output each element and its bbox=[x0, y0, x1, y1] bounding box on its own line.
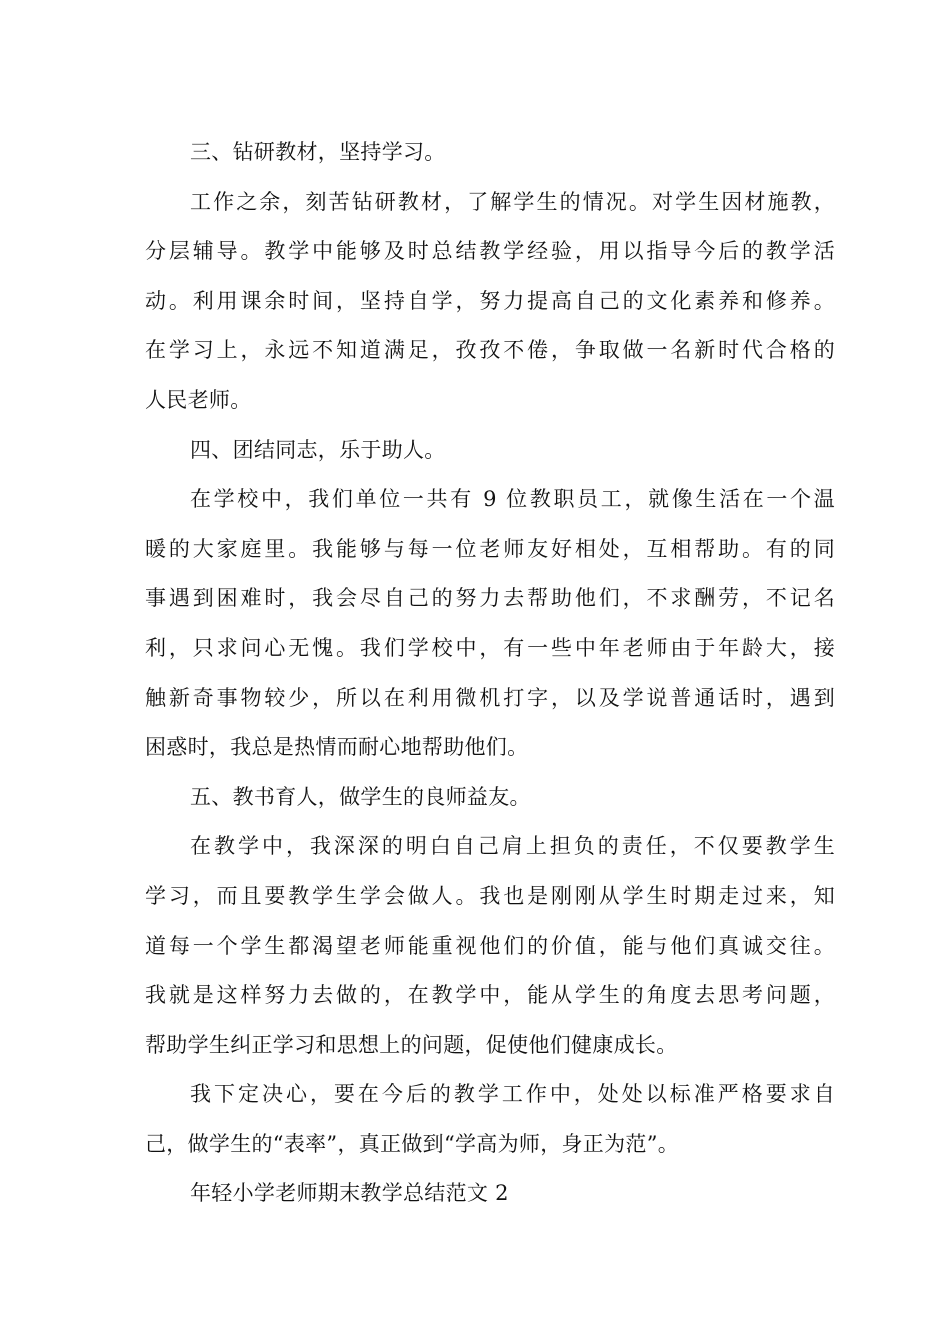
paragraph-line: 在学校中，我们单位一共有 9 位教职员工，就像生活在一个温 bbox=[190, 487, 835, 512]
paragraph-line: 事遇到困难时，我会尽自己的努力去帮助他们，不求酬劳，不记名 bbox=[145, 586, 835, 611]
paragraph-line: 触新奇事物较少，所以在利用微机打字，以及学说普通话时，遇到 bbox=[145, 685, 835, 710]
next-article-title: 年轻小学老师期末教学总结范文 2 bbox=[190, 1181, 509, 1206]
section-heading-3: 三、钻研教材，坚持学习。 bbox=[190, 140, 446, 164]
paragraph-line: 在学习上，永远不知道满足，孜孜不倦，争取做一名新时代合格的 bbox=[145, 338, 835, 363]
paragraph-line: 帮助学生纠正学习和思想上的问题，促使他们健康成长。 bbox=[145, 1032, 678, 1057]
paragraph-line: 道每一个学生都渴望老师能重视他们的价值，能与他们真诚交往。 bbox=[145, 933, 835, 958]
document-body bbox=[145, 128, 835, 1219]
paragraph-line: 学习，而且要教学生学会做人。我也是刚刚从学生时期走过来，知 bbox=[145, 883, 835, 908]
paragraph-line: 在教学中，我深深的明白自己肩上担负的责任，不仅要教学生 bbox=[190, 834, 835, 859]
paragraph-line: 动。利用课余时间，坚持自学，努力提高自己的文化素养和修养。 bbox=[145, 288, 835, 313]
paragraph-line: 人民老师。 bbox=[145, 387, 252, 412]
paragraph-line: 工作之余，刻苦钻研教材，了解学生的情况。对学生因材施教， bbox=[190, 189, 835, 214]
paragraph-line: 困惑时，我总是热情而耐心地帮助他们。 bbox=[145, 735, 529, 760]
paragraph-line: 暖的大家庭里。我能够与每一位老师友好相处，互相帮助。有的同 bbox=[145, 536, 835, 561]
section-heading-5: 五、教书育人，做学生的良师益友。 bbox=[190, 784, 531, 809]
section-heading-4: 四、团结同志，乐于助人。 bbox=[190, 437, 446, 462]
paragraph-line: 利，只求问心无愧。我们学校中，有一些中年老师由于年龄大，接 bbox=[145, 635, 835, 660]
paragraph-line: 我下定决心，要在今后的教学工作中，处处以标准严格要求自 bbox=[190, 1082, 835, 1107]
paragraph-line: 我就是这样努力去做的，在教学中，能从学生的角度去思考问题， bbox=[145, 983, 835, 1008]
paragraph-line: 己，做学生的“表率”，真正做到“学高为师，身正为范”。 bbox=[145, 1131, 680, 1156]
paragraph-line: 分层辅导。教学中能够及时总结教学经验，用以指导今后的教学活 bbox=[145, 239, 835, 264]
